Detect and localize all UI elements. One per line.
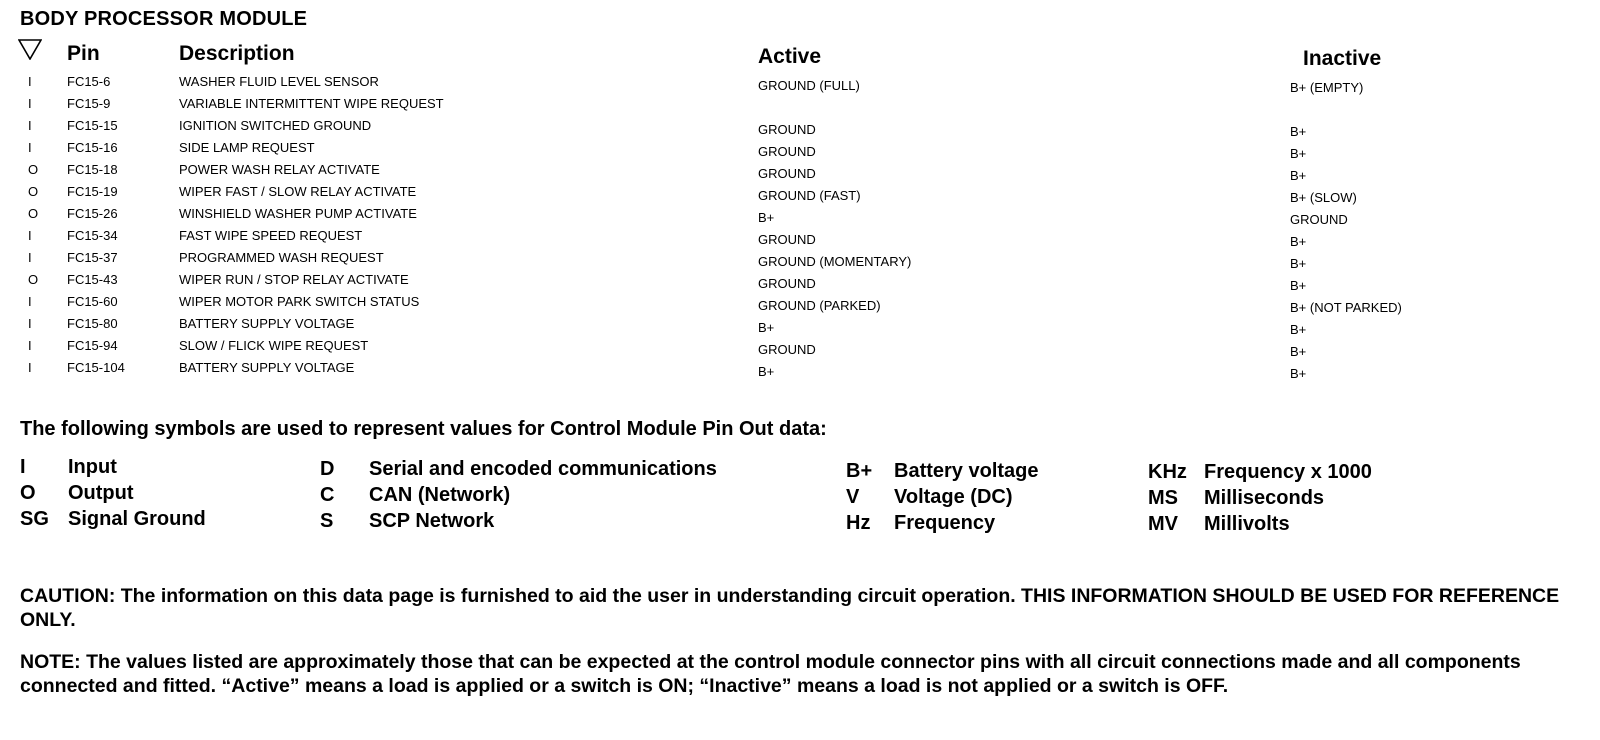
page-title: BODY PROCESSOR MODULE [20, 8, 308, 30]
inactive-cell: B+ (NOT PARKED) [1290, 300, 1402, 315]
triangle-down-icon [18, 38, 42, 60]
description-cell: BATTERY SUPPLY VOLTAGE [179, 360, 355, 375]
inactive-cell: B+ (EMPTY) [1290, 80, 1364, 95]
active-cell: GROUND (FULL) [758, 78, 860, 93]
note-text: NOTE: The values listed are approximately those that can be expected at the control module connector pins with all circuit connections made and all components connected and fitted. “Active” means a load is applied or a switch is ON; “Inactive” means a load is not applied or a switch is OFF. [20, 651, 1521, 697]
symbol-meaning: Voltage (DC) [894, 486, 1013, 508]
symbol-meaning: Milliseconds [1204, 487, 1325, 509]
description-cell: FAST WIPE SPEED REQUEST [179, 228, 363, 243]
symbol-code: MS [1148, 487, 1178, 509]
io-cell: I [28, 96, 32, 111]
description-cell: WIPER RUN / STOP RELAY ACTIVATE [179, 272, 409, 287]
symbol-code: SG [20, 508, 49, 530]
inactive-cell: B+ [1290, 366, 1307, 381]
description-cell: SIDE LAMP REQUEST [179, 140, 315, 155]
inactive-cell: B+ [1290, 234, 1307, 249]
symbol-meaning: Battery voltage [894, 460, 1039, 482]
table-row [0, 314, 1600, 336]
description-cell: PROGRAMMED WASH REQUEST [179, 250, 384, 265]
io-cell: I [28, 228, 32, 243]
header-pin: Pin [67, 42, 100, 65]
pin-cell: FC15-6 [67, 74, 111, 89]
symbol-meaning: SCP Network [369, 510, 495, 532]
inactive-cell: B+ [1290, 124, 1307, 139]
active-cell: GROUND [758, 122, 816, 137]
pin-cell: FC15-19 [67, 184, 118, 199]
active-cell: GROUND [758, 342, 816, 357]
table-row [0, 94, 1600, 116]
table-row [0, 116, 1600, 138]
io-cell: O [28, 184, 39, 199]
io-cell: I [28, 338, 32, 353]
symbol-meaning: Input [68, 456, 117, 478]
active-cell: GROUND (PARKED) [758, 298, 881, 313]
pin-cell: FC15-26 [67, 206, 118, 221]
active-cell: B+ [758, 364, 775, 379]
symbol-meaning: Signal Ground [68, 508, 206, 530]
table-row [0, 138, 1600, 160]
symbol-code: Hz [846, 512, 871, 534]
pinout-table [0, 72, 1600, 380]
symbol-code: MV [1148, 513, 1178, 535]
pin-cell: FC15-60 [67, 294, 118, 309]
io-cell: I [28, 250, 32, 265]
inactive-cell: B+ [1290, 344, 1307, 359]
symbol-code: C [320, 484, 335, 506]
symbols-title: The following symbols are used to represent values for Control Module Pin Out data: [20, 418, 827, 440]
table-row [0, 72, 1600, 94]
table-row [0, 204, 1600, 226]
symbol-meaning: Serial and encoded communications [369, 458, 717, 480]
symbol-code: I [20, 456, 26, 478]
active-cell: B+ [758, 320, 775, 335]
header-description: Description [179, 42, 295, 65]
description-cell: IGNITION SWITCHED GROUND [179, 118, 372, 133]
header-active: Active [758, 45, 822, 68]
symbol-code: V [846, 486, 860, 508]
symbol-meaning: Frequency [894, 512, 996, 534]
pin-cell: FC15-9 [67, 96, 111, 111]
io-cell: I [28, 74, 32, 89]
table-row [0, 292, 1600, 314]
pin-cell: FC15-15 [67, 118, 118, 133]
inactive-cell: B+ [1290, 168, 1307, 183]
table-row [0, 270, 1600, 292]
pin-cell: FC15-80 [67, 316, 118, 331]
symbol-meaning: Frequency x 1000 [1204, 461, 1372, 483]
io-cell: I [28, 140, 32, 155]
header-inactive: Inactive [1303, 47, 1382, 70]
table-row [0, 160, 1600, 182]
table-row [0, 358, 1600, 380]
io-cell: O [28, 162, 39, 177]
symbol-code: O [20, 482, 36, 504]
description-cell: WIPER FAST / SLOW RELAY ACTIVATE [179, 184, 417, 199]
inactive-cell: B+ [1290, 256, 1307, 271]
pin-cell: FC15-34 [67, 228, 118, 243]
symbol-code: KHz [1148, 461, 1187, 483]
description-cell: SLOW / FLICK WIPE REQUEST [179, 338, 369, 353]
pin-cell: FC15-94 [67, 338, 118, 353]
symbol-meaning: CAN (Network) [369, 484, 511, 506]
pin-cell: FC15-43 [67, 272, 118, 287]
symbol-meaning: Output [68, 482, 134, 504]
inactive-cell: B+ [1290, 278, 1307, 293]
io-cell: I [28, 118, 32, 133]
inactive-cell: GROUND [1290, 212, 1348, 227]
table-row [0, 336, 1600, 358]
caution-text: CAUTION: The information on this data page is furnished to aid the user in understanding circuit operation. THIS INFORMATION SHOULD BE USED FOR REFERENCE ONLY. [20, 585, 1560, 631]
active-cell: B+ [758, 210, 775, 225]
io-cell: O [28, 206, 39, 221]
io-cell: I [28, 360, 32, 375]
io-cell: O [28, 272, 39, 287]
table-row [0, 226, 1600, 248]
active-cell: GROUND [758, 276, 816, 291]
symbol-meaning: Millivolts [1204, 513, 1290, 535]
pin-cell: FC15-18 [67, 162, 118, 177]
active-cell: GROUND (MOMENTARY) [758, 254, 912, 269]
description-cell: POWER WASH RELAY ACTIVATE [179, 162, 380, 177]
description-cell: BATTERY SUPPLY VOLTAGE [179, 316, 355, 331]
io-cell: I [28, 294, 32, 309]
inactive-cell: B+ [1290, 146, 1307, 161]
active-cell: GROUND [758, 232, 816, 247]
io-cell: I [28, 316, 32, 331]
description-cell: WASHER FLUID LEVEL SENSOR [179, 74, 379, 89]
pin-cell: FC15-37 [67, 250, 118, 265]
active-cell: GROUND [758, 166, 816, 181]
table-row [0, 248, 1600, 270]
inactive-cell: B+ (SLOW) [1290, 190, 1357, 205]
pin-cell: FC15-104 [67, 360, 125, 375]
active-cell: GROUND (FAST) [758, 188, 861, 203]
pin-cell: FC15-16 [67, 140, 118, 155]
table-row [0, 182, 1600, 204]
symbol-code: S [320, 510, 334, 532]
description-cell: WINSHIELD WASHER PUMP ACTIVATE [179, 206, 417, 221]
description-cell: VARIABLE INTERMITTENT WIPE REQUEST [179, 96, 444, 111]
description-cell: WIPER MOTOR PARK SWITCH STATUS [179, 294, 420, 309]
active-cell: GROUND [758, 144, 816, 159]
inactive-cell: B+ [1290, 322, 1307, 337]
symbol-code: D [320, 458, 335, 480]
symbol-code: B+ [846, 460, 873, 482]
